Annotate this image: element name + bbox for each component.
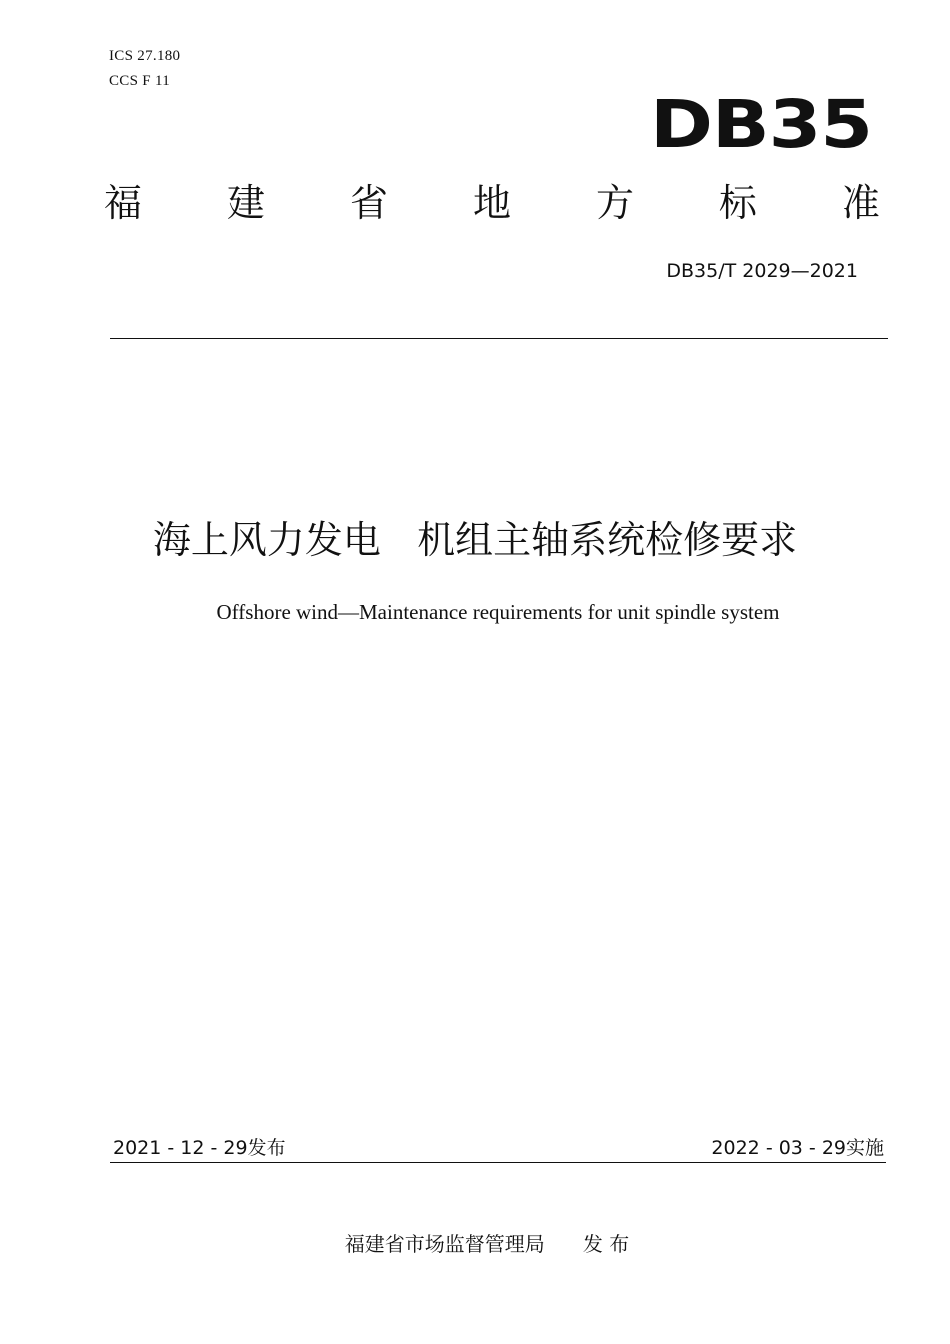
standard-number: DB35/T 2029—2021 xyxy=(666,260,858,282)
footer-divider xyxy=(110,1162,886,1163)
standard-type-char: 准 xyxy=(841,181,880,225)
implementation-date: 2022 - 03 - 29实施 xyxy=(711,1137,884,1159)
standard-type-char: 省 xyxy=(349,181,388,225)
ccs-code: CCS F 11 xyxy=(109,73,171,89)
document-title-chinese: 海上风力发电 机组主轴系统检修要求 xyxy=(152,518,798,562)
document-title-english: Offshore wind—Maintenance requirements for unit spindle system xyxy=(216,600,780,624)
db35-logo: DB35 xyxy=(650,86,872,163)
standard-type-char: 标 xyxy=(718,181,757,225)
issuing-authority: 福建省市场监督管理局 发 布 xyxy=(344,1232,630,1256)
ics-code: ICS 27.180 xyxy=(109,48,181,64)
issue-date: 2021 - 12 - 29发布 xyxy=(113,1137,286,1159)
standard-type-char: 建 xyxy=(226,181,265,225)
standard-type-char: 方 xyxy=(595,181,634,225)
standard-type-char: 地 xyxy=(472,181,511,225)
standard-type-heading xyxy=(104,181,880,225)
header-divider xyxy=(110,338,888,339)
standard-type-char: 福 xyxy=(104,181,143,225)
